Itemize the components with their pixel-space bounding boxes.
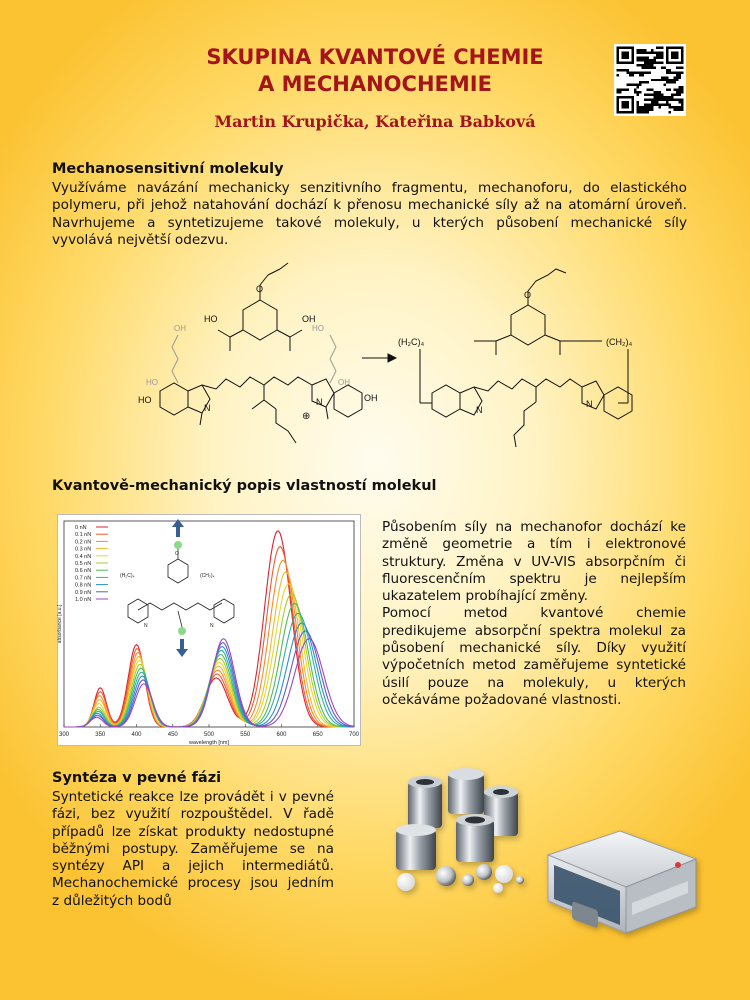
butanediol-right xyxy=(330,335,336,383)
x-tick-label: 550 xyxy=(240,732,251,738)
plot-frame xyxy=(64,521,354,727)
label-ho-cyanine: HO xyxy=(138,395,152,405)
section2-body xyxy=(382,519,686,709)
absorption-spectrum-chart xyxy=(57,514,361,746)
title-line-1: SKUPINA KVANTOVÉ CHEMIE xyxy=(206,45,544,69)
section1-line: vyvolává největší odezvu. xyxy=(52,231,229,248)
section3-line: fázi, bez využití rozpouštědel. V řadě xyxy=(52,806,334,823)
x-tick-label: 500 xyxy=(203,732,215,738)
section3-line: z důležitých bodů xyxy=(52,892,172,909)
inset-chain xyxy=(138,603,222,610)
section1-heading: Mechanosensitivní molekuly xyxy=(52,161,284,177)
reaction-scheme xyxy=(130,265,650,460)
legend-label: 0.7 nN xyxy=(75,575,92,582)
inset-molecule xyxy=(120,519,234,657)
legend-label: 0.3 nN xyxy=(75,546,92,553)
section3-line: syntézy API a jejich intermediátů. xyxy=(52,858,334,875)
ball-mill-device-image xyxy=(528,825,700,937)
label-oh-grey-1: OH xyxy=(174,324,186,333)
left-isophthalic-ring xyxy=(218,263,302,351)
legend-label: 0.8 nN xyxy=(75,582,92,589)
inset-ring-right xyxy=(214,599,234,623)
inset-bond-2 xyxy=(178,611,182,627)
section1-line: Navrhujeme a syntetizujeme takové molekuly, u kterých působení mechanické síly xyxy=(52,214,687,231)
label-o: O xyxy=(256,284,264,294)
legend-label: 0.9 nN xyxy=(75,589,92,596)
legend-label: 0.2 nN xyxy=(75,539,92,546)
section2-line: změně geometrie a tím i elektronové xyxy=(382,536,686,553)
section1-line: Využíváme navázání mechanicky senzitivního fragmentu, mechanoforu, do elastického xyxy=(52,180,687,196)
label-ho: HO xyxy=(204,314,218,324)
section2-line: očekáváme požadované vlastnosti. xyxy=(382,691,622,708)
x-tick-label: 350 xyxy=(95,732,106,738)
section2-line: fluorescenčním spektru je nejlepším xyxy=(382,570,686,587)
inset-label: N xyxy=(144,623,148,629)
section2-line: ukazatelem probíhající změny. xyxy=(382,588,588,605)
section3-line: případů lze získat produkty nedostupné xyxy=(52,823,334,840)
legend-label: 0.4 nN xyxy=(75,553,92,560)
section2-line: výpočetních metod zaměřujeme syntetické xyxy=(382,657,686,674)
butanediol-left xyxy=(172,335,178,383)
highlight-bottom xyxy=(178,627,186,635)
x-tick-label: 300 xyxy=(58,732,70,738)
inset-label: (CH₂)₄ xyxy=(200,573,215,579)
y-axis-label: absorbance [a.u.] xyxy=(57,604,63,644)
force-arrow-down xyxy=(176,639,188,657)
chart-svg xyxy=(58,515,360,745)
section2-line: Pomocí metod kvantové chemie xyxy=(382,605,686,622)
x-tick-label: 650 xyxy=(312,732,323,738)
section2-line: úsilí pouze na molekuly, u kterých xyxy=(382,674,686,691)
label-n-right: N xyxy=(316,397,323,407)
section2-heading: Kvantově-mechanický popis vlastností molekul xyxy=(52,478,437,494)
section2-line: struktury. Změna v UV-VIS absorpčním či xyxy=(382,553,686,570)
section3-line: Mechanochemické procesy jsou jedním xyxy=(52,875,334,892)
label-n-product-left: N xyxy=(476,405,483,415)
label-ch2-right: (CH₂)₄ xyxy=(606,337,633,347)
title-line-2: A MECHANOCHEMIE xyxy=(258,72,492,96)
label-n-plus: ⊕ xyxy=(302,411,311,422)
series-line xyxy=(64,560,354,727)
section1-body xyxy=(52,180,687,249)
x-tick-label: 400 xyxy=(131,732,142,738)
legend-label: 0 nN xyxy=(75,525,87,531)
section3-body xyxy=(52,789,334,910)
legend-label: 1.0 nN xyxy=(75,597,92,603)
inset-ring xyxy=(168,559,188,583)
left-cyanine xyxy=(160,377,362,443)
highlight-top xyxy=(174,541,182,549)
section1-line: polymeru, při jehož natahování dochází k přenosu mechanické síly až na atomární úroveň. xyxy=(52,197,687,214)
force-arrow-up xyxy=(172,519,184,537)
label-ho-grey-1: HO xyxy=(146,378,158,387)
inset-label: O xyxy=(175,551,179,557)
qr-code-icon[interactable] xyxy=(614,44,686,116)
x-axis-label: wavelength [nm] xyxy=(188,740,230,746)
legend-label: 0.1 nN xyxy=(75,532,92,539)
section3-line: běžnými postupy. Zaměřujeme se na xyxy=(52,840,334,857)
legend-label: 0.6 nN xyxy=(75,568,92,575)
x-tick-label: 600 xyxy=(276,732,287,738)
label-ch2-left: (H₂C)₄ xyxy=(398,337,425,347)
label-oh-cyanine: OH xyxy=(364,393,378,403)
poster-title xyxy=(110,44,640,98)
reaction-arrow-head xyxy=(388,354,396,362)
x-tick-label: 450 xyxy=(167,732,178,738)
inset-ring-left xyxy=(128,599,148,623)
x-tick-label: 700 xyxy=(348,732,360,738)
section2-line: působení mechanické síly. Díky využití xyxy=(382,640,686,657)
authors: Martin Krupička, Kateřina Babková xyxy=(214,112,536,131)
label-ho-grey-2: HO xyxy=(312,324,324,333)
inset-label: (H₂C)₄ xyxy=(120,573,135,579)
label-n-left: N xyxy=(204,403,211,413)
milling-jars-image xyxy=(386,768,536,898)
section3-heading: Syntéza v pevné fázi xyxy=(52,770,222,786)
label-o-product: O xyxy=(524,290,532,300)
section3-line: Syntetické reakce lze provádět i v pevné xyxy=(52,789,334,805)
label-oh: OH xyxy=(302,314,316,324)
label-oh-grey-2: OH xyxy=(338,378,350,387)
section2-line: predikujeme absorpční spektra molekul za xyxy=(382,622,686,639)
label-n-product-right: N xyxy=(586,399,593,409)
legend-label: 0.5 nN xyxy=(75,561,92,567)
inset-label: N xyxy=(210,623,214,629)
section2-line: Působením síly na mechanofor dochází ke xyxy=(382,519,686,535)
